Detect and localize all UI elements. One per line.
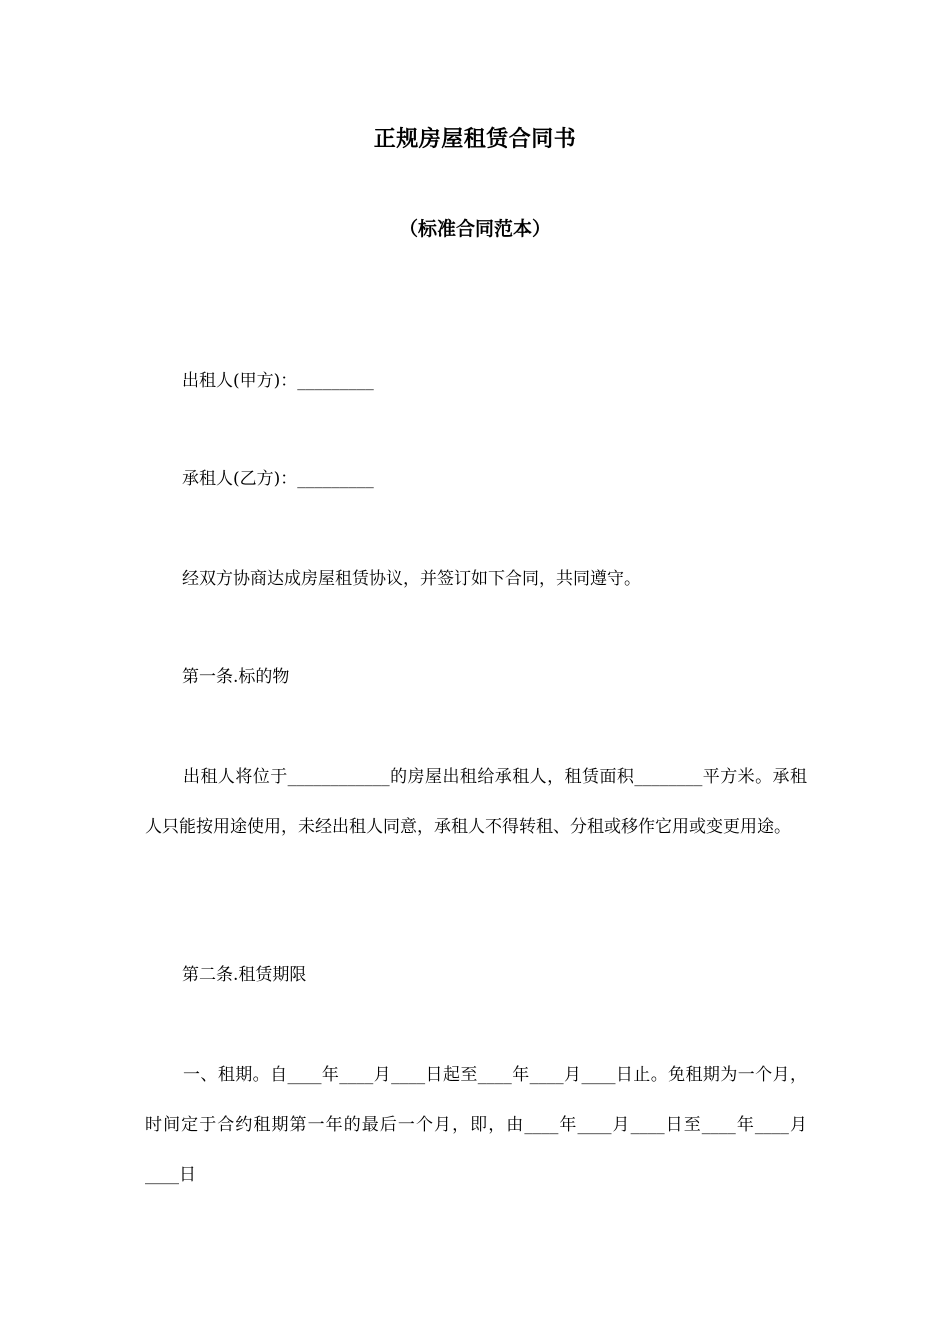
lessor-line: 出租人(甲方)：_________ xyxy=(182,371,374,391)
document-subtitle: （标准合同范本） xyxy=(398,218,551,240)
article-1-heading: 第一条.标的物 xyxy=(182,667,290,687)
preamble-text: 经双方协商达成房屋租赁协议，并签订如下合同，共同遵守。 xyxy=(182,569,641,589)
article-2-heading: 第二条.租赁期限 xyxy=(182,965,307,985)
document-title: 正规房屋租赁合同书 xyxy=(373,127,577,152)
lessee-line: 承租人(乙方)：_________ xyxy=(182,469,374,489)
article-2-text: 一、租期。自____年____月____日起至____年____月____日止。免租期为一个月，时间定于合约租期第一年的最后一个月，即，由____年____月____日至____年____月____日 xyxy=(145,1065,807,1185)
article-1-text: 出租人将位于____________的房屋出租给承租人，租赁面积________平方米。承租人只能按用途使用，未经出租人同意，承租人不得转租、分租或移作它用或变更用途。 xyxy=(145,767,807,837)
